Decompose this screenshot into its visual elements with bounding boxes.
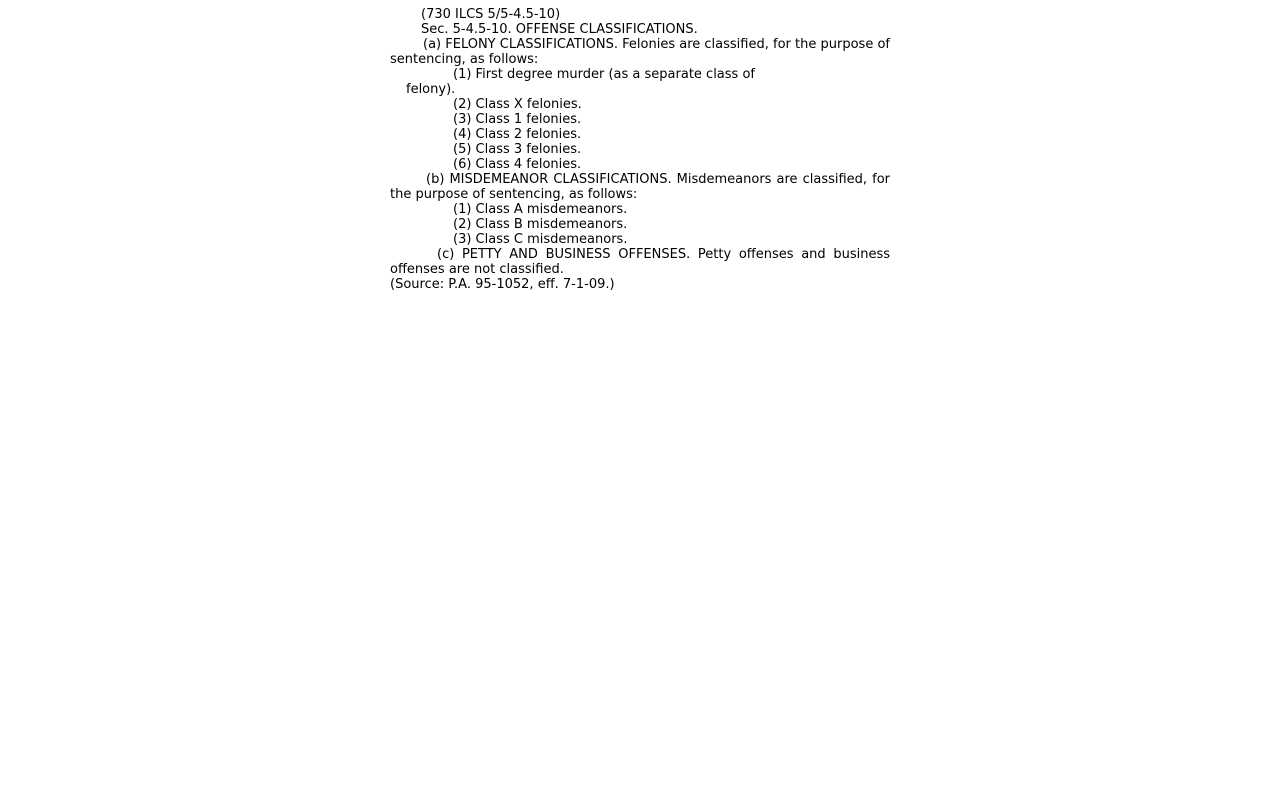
misdemeanor-classifications-paragraph: (b) MISDEMEANOR CLASSIFICATIONS. Misdemeanors are classified, for the purpose of sentencing, as follows: bbox=[390, 172, 890, 202]
petty-business-offenses-paragraph: (c) PETTY AND BUSINESS OFFENSES. Petty offenses and business offenses are not classified. bbox=[390, 247, 890, 277]
section-heading: Sec. 5-4.5-10. OFFENSE CLASSIFICATIONS. bbox=[421, 22, 698, 37]
felony-item-2: (2) Class X felonies. bbox=[453, 97, 582, 112]
misdemeanor-item-2: (2) Class B misdemeanors. bbox=[453, 217, 628, 232]
felony-classifications-paragraph: (a) FELONY CLASSIFICATIONS. Felonies are classified, for the purpose of sentencing, as follows: bbox=[390, 37, 890, 67]
felony-item-3: (3) Class 1 felonies. bbox=[453, 112, 582, 127]
felony-item-5: (5) Class 3 felonies. bbox=[453, 142, 582, 157]
statute-document bbox=[390, 7, 890, 292]
felony-item-1: (1) First degree murder (as a separate class of bbox=[453, 67, 755, 82]
felony-item-1-continuation: felony). bbox=[406, 82, 456, 97]
source-note: (Source: P.A. 95-1052, eff. 7-1-09.) bbox=[390, 277, 615, 292]
misdemeanor-item-3: (3) Class C misdemeanors. bbox=[453, 232, 628, 247]
misdemeanor-item-1: (1) Class A misdemeanors. bbox=[453, 202, 628, 217]
felony-item-4: (4) Class 2 felonies. bbox=[453, 127, 582, 142]
statute-citation: (730 ILCS 5/5-4.5-10) bbox=[421, 7, 561, 22]
felony-item-6: (6) Class 4 felonies. bbox=[453, 157, 582, 172]
